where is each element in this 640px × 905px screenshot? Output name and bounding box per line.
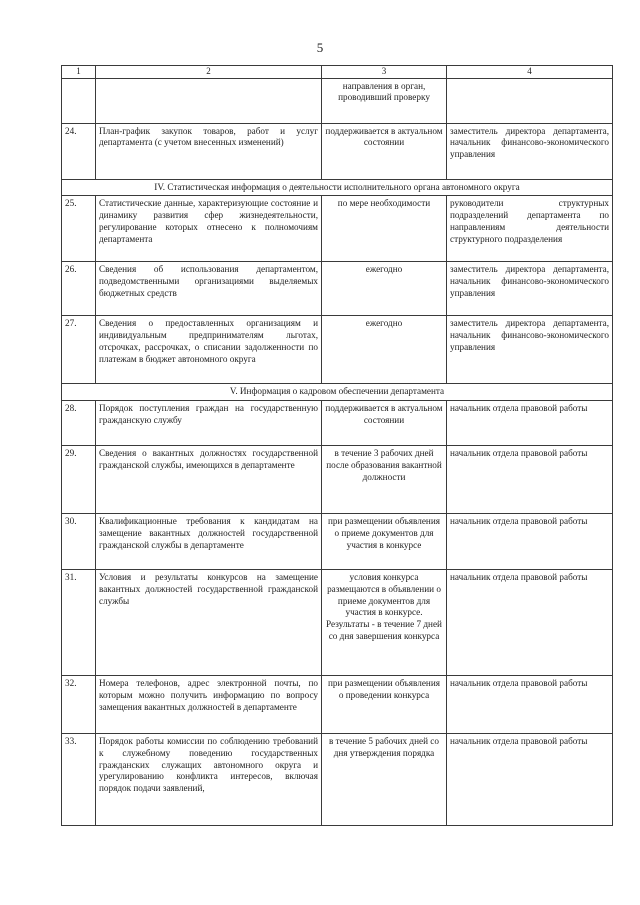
table-row-33 [62, 734, 613, 826]
row-description: Сведения об использования департаментом, подведомственными организациями выделяемых бюджетных средств [96, 262, 322, 316]
row-period: в течение 3 рабочих дней после образования вакантной должности [322, 446, 447, 514]
table-row-29 [62, 446, 613, 514]
page-number: 5 [316, 40, 324, 55]
table-row-24 [62, 123, 613, 179]
column-number: 4 [447, 66, 613, 79]
row-number: 31. [62, 570, 96, 676]
row-responsible: начальник отдела правовой работы [447, 514, 613, 570]
row-description: Статистические данные, характеризующие состояние и динамику развития сфер жизнедеятельности, регулирование которых отнесено к полномочиям департамента [96, 196, 322, 262]
row-description: Квалификационные требования к кандидатам на замещение вакантных должностей государственной гражданской службы в департаменте [96, 514, 322, 570]
column-number: 1 [62, 66, 96, 79]
row-description: Условия и результаты конкурсов на замещение вакантных должностей государственной гражданской службы [96, 570, 322, 676]
row-responsible: руководители структурных подразделений департамента по направлениям деятельности структурного подразделения [447, 196, 613, 262]
row-period: поддерживается в актуальном состоянии [322, 401, 447, 446]
row-responsible [447, 78, 613, 123]
row-number [62, 78, 96, 123]
row-responsible: заместитель директора департамента, начальник финансово-экономического управления [447, 123, 613, 179]
table-row-31 [62, 570, 613, 676]
column-number-row [62, 66, 613, 79]
row-period: ежегодно [322, 262, 447, 316]
row-responsible: начальник отдела правовой работы [447, 734, 613, 826]
row-period: при размещении объявления о приеме документов для участия в конкурсе [322, 514, 447, 570]
row-number: 28. [62, 401, 96, 446]
table-row-26 [62, 262, 613, 316]
section-heading-statistics: IV. Статистическая информация о деятельности исполнительного органа автономного округа [62, 179, 613, 196]
row-responsible: начальник отдела правовой работы [447, 676, 613, 734]
row-period: в течение 5 рабочих дней со дня утверждения порядка [322, 734, 447, 826]
section-heading-row [62, 179, 613, 196]
row-period: при размещении объявления о проведении конкурса [322, 676, 447, 734]
table-row-25 [62, 196, 613, 262]
row-number: 32. [62, 676, 96, 734]
row-number: 29. [62, 446, 96, 514]
row-number: 30. [62, 514, 96, 570]
row-responsible: начальник отдела правовой работы [447, 401, 613, 446]
table-row-27 [62, 316, 613, 384]
row-period: ежегодно [322, 316, 447, 384]
row-description: Порядок поступления граждан на государственную гражданскую службу [96, 401, 322, 446]
column-number: 3 [322, 66, 447, 79]
table-row-30 [62, 514, 613, 570]
row-description: Номера телефонов, адрес электронной почты, по которым можно получить информацию по вопросу замещения вакантных должностей в департаменте [96, 676, 322, 734]
row-description: Сведения о вакантных должностях государственной гражданской службы, имеющихся в департаменте [96, 446, 322, 514]
column-number: 2 [96, 66, 322, 79]
information-table [61, 65, 613, 826]
row-description [96, 78, 322, 123]
row-description: Порядок работы комиссии по соблюдению требований к служебному поведению государственных гражданских служащих автономного округа и урегулированию конфликта интересов, включая порядок подачи заявлений, [96, 734, 322, 826]
row-period: поддерживается в актуальном состоянии [322, 123, 447, 179]
row-number: 24. [62, 123, 96, 179]
table-row-28 [62, 401, 613, 446]
row-responsible: начальник отдела правовой работы [447, 570, 613, 676]
row-number: 26. [62, 262, 96, 316]
row-responsible: заместитель директора департамента, начальник финансово-экономического управления [447, 316, 613, 384]
row-number: 33. [62, 734, 96, 826]
row-description: Сведения о предоставленных организациям и индивидуальным предпринимателям льготах, отсрочках, рассрочках, о списании задолженности по платежам в бюджет автономного округа [96, 316, 322, 384]
row-period: направления в орган, проводивший проверку [322, 78, 447, 123]
row-description: План-график закупок товаров, работ и услуг департамента (с учетом внесенных изменений) [96, 123, 322, 179]
row-responsible: заместитель директора департамента, начальник финансово-экономического управления [447, 262, 613, 316]
row-period: по мере необходимости [322, 196, 447, 262]
row-period: условия конкурса размещаются в объявлении о приеме документов для участия в конкурсе. Результаты - в течение 7 дней со дня завершения конкурса [322, 570, 447, 676]
row-number: 27. [62, 316, 96, 384]
table-row-continuation [62, 78, 613, 123]
table-row-32 [62, 676, 613, 734]
row-responsible: начальник отдела правовой работы [447, 446, 613, 514]
row-number: 25. [62, 196, 96, 262]
section-heading-row [62, 384, 613, 401]
section-heading-staffing: V. Информация о кадровом обеспечении департамента [62, 384, 613, 401]
